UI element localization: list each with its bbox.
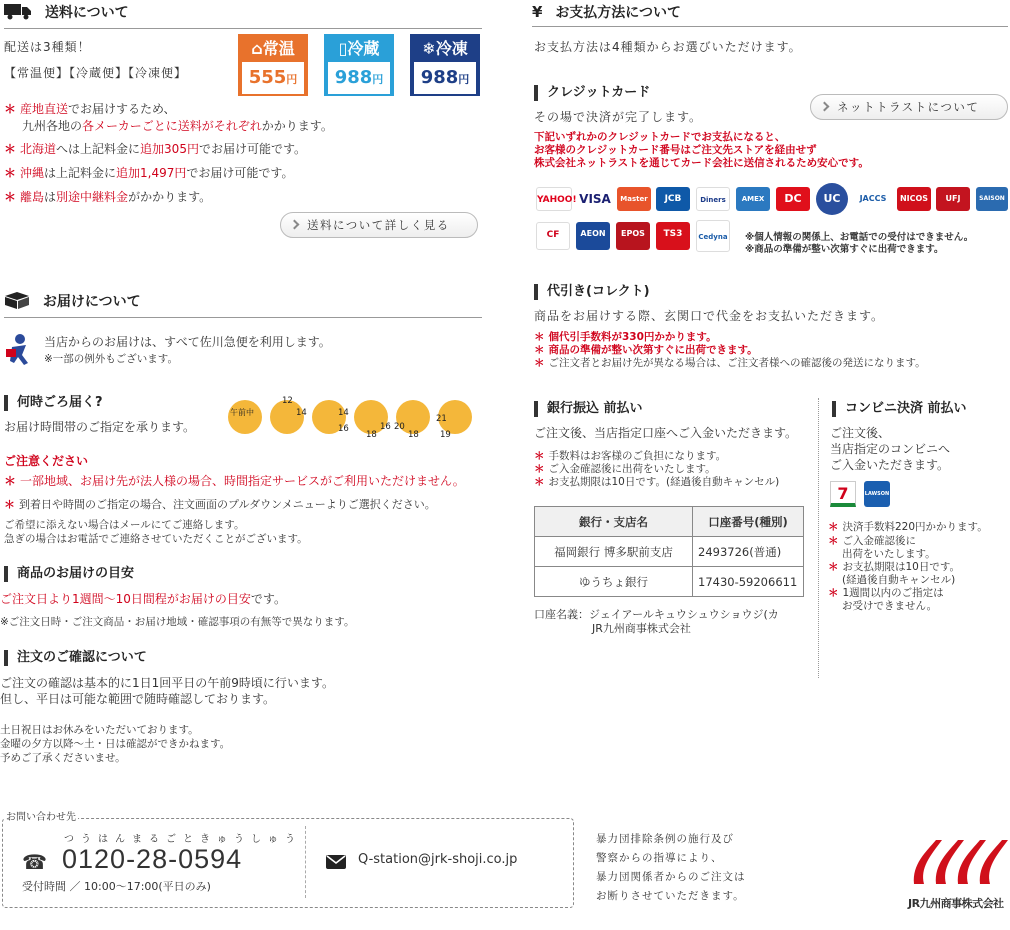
card-ts3: TS3 <box>656 222 690 250</box>
card-master: Master <box>617 187 651 211</box>
truck-icon <box>4 2 32 24</box>
holiday-a: 土日祝日はお休みをいただいております。 <box>0 724 199 736</box>
cod-note-text: 商品の準備が整い次第すぐに出荷できます。 <box>548 344 758 356</box>
contact-divider <box>305 826 306 898</box>
credit-title: クレジットカード <box>534 85 650 101</box>
notice-d: お断りさせていただきます。 <box>596 890 745 902</box>
account-name-b: JR九州商事株式会社 <box>592 622 691 635</box>
slot-start: 14 <box>338 408 349 418</box>
nettrust-button[interactable]: ネットトラストについて <box>810 94 1008 120</box>
slot-end: 20 <box>394 422 405 432</box>
caution-3b: 急ぎの場合はお電話でご連絡させていただくことがございます。 <box>4 533 308 545</box>
clock-icon <box>270 396 307 434</box>
snowflake-icon: ❄ <box>422 39 436 58</box>
bank-note-text: ご入金確認後に出荷をいたします。 <box>548 463 716 475</box>
bank-note-1 <box>534 449 726 463</box>
note-text: は上記料金に <box>44 166 117 180</box>
credit-text: その場で決済が完了します。 <box>534 110 703 124</box>
conv-note-2b: 出荷をいたします。 <box>842 548 936 560</box>
guide-em: ご注文日より1週間〜10日間程がお届けの目安 <box>0 592 251 606</box>
credit-red-a: 下記いずれかのクレジットカードでお支払になると、 <box>534 131 786 143</box>
seven-eleven-logo: 7 <box>830 481 856 507</box>
cod-title: 代引き(コレクト) <box>534 284 650 300</box>
guide-plain: です。 <box>250 592 286 606</box>
bank-no: 2493726(普通) <box>693 537 804 567</box>
shipping-types-intro: 配送は3種類！ <box>4 40 91 54</box>
delivery-intro: 当店からのお届けは、すべて佐川急便を利用します。 <box>44 335 331 349</box>
clock-icon <box>228 400 262 434</box>
note-text: へは上記料金に <box>56 142 141 156</box>
conv-note-2 <box>828 534 916 548</box>
badge-unit: 円 <box>286 73 298 86</box>
note-em: 各メーカーごとに送料がそれぞれ <box>82 119 262 133</box>
delivery-title: お届けについて <box>42 294 141 310</box>
card-jcb: JCB <box>656 187 690 211</box>
slot-end: 16 <box>338 424 349 434</box>
badge-unit: 円 <box>372 73 384 86</box>
asterisk-icon: ＊ <box>4 142 17 156</box>
bank-table <box>534 506 804 597</box>
note-em: 別途中継料金 <box>56 190 129 204</box>
note-em: 追加305円 <box>140 142 199 156</box>
cod-note-2 <box>534 343 758 357</box>
badge-price: 988 <box>334 67 373 88</box>
badge-price: 988 <box>420 67 459 88</box>
card-yahoo: YAHOO! <box>536 187 572 211</box>
asterisk-icon: ＊ <box>4 166 17 180</box>
card-cf: CF <box>536 222 570 250</box>
conv-note-text: 1週間以内のご指定は <box>842 587 944 599</box>
caution-title: ご注意ください <box>4 454 89 468</box>
caution-3a: ご希望に添えない場合はメールにてご連絡します。 <box>4 519 245 531</box>
caution-text: 到着日や時間のご指定の場合、注文画面のプルダウンメニューよりご選択ください。 <box>19 498 436 511</box>
card-saison: SAISON <box>976 187 1008 211</box>
conv-note-4 <box>828 586 944 600</box>
shipping-note-1b <box>22 117 333 136</box>
card-dc: DC <box>776 187 810 211</box>
cod-note-3 <box>534 356 926 370</box>
asterisk-icon: ＊ <box>4 474 17 488</box>
contact-email[interactable]: Q-station@jrk-shoji.co.jp <box>358 852 518 867</box>
guide-note: ※ご注文日時・ご注文商品・お届け地域・確認事項の有無等で異なります。 <box>0 616 355 628</box>
bank-header-name: 銀行・支店名 <box>535 507 693 537</box>
card-cedyna: Cedyna <box>696 220 730 252</box>
table-row <box>535 537 804 567</box>
guide-title: 商品のお届けの目安 <box>4 566 134 582</box>
holiday-b: 金曜の夕方以降〜土・日は確認ができかねます。 <box>0 738 231 750</box>
when-title: 何時ごろ届く? <box>4 395 103 411</box>
card-jaccs: JACCS <box>854 187 892 211</box>
badge-label: 冷蔵 <box>347 39 380 58</box>
time-slots <box>228 398 483 438</box>
column-divider <box>818 398 819 678</box>
shipping-more-button[interactable]: 送料について詳しく見る <box>280 212 478 238</box>
asterisk-icon: ＊ <box>534 450 545 462</box>
confirm-text-b: 但し、平日は可能な範囲で随時確認しております。 <box>0 692 276 706</box>
shipping-note-2 <box>4 140 306 159</box>
conv-text-a: ご注文後、 <box>830 426 891 440</box>
contact-hours: 受付時間 ／ 10:00〜17:00(平日のみ) <box>22 880 211 893</box>
delivery-intro-note: ※一部の例外もございます。 <box>44 353 178 365</box>
company-logo <box>906 834 1010 892</box>
shipping-types: 【常温便】【冷蔵便】【冷凍便】 <box>4 66 188 80</box>
holiday-c: 予めご了承くださいませ。 <box>0 752 126 764</box>
card-nicos: NICOS <box>897 187 931 211</box>
phone-ruby: つうはんまるごときゅうしゅう <box>64 834 302 845</box>
conv-note-1 <box>828 520 988 534</box>
badge-frozen <box>410 34 480 96</box>
note-text: かかります。 <box>261 119 333 133</box>
bank-name: 福岡銀行 博多駅前支店 <box>535 537 693 567</box>
table-row <box>535 567 804 597</box>
card-note-b: ※商品の準備が整い次第すぐに出荷できます。 <box>745 244 944 255</box>
clock-icon <box>436 400 472 440</box>
lawson-logo: LAWSON <box>864 481 890 507</box>
account-name-a: 口座名義：ジェイアールキュウシュウショウジ(カ <box>534 608 779 621</box>
conv-note-3 <box>828 560 960 574</box>
note-em: 離島 <box>20 190 45 204</box>
badge-chilled <box>324 34 394 96</box>
asterisk-icon: ＊ <box>4 498 15 511</box>
asterisk-icon: ＊ <box>828 587 839 599</box>
note-text: 九州各地の <box>22 119 83 133</box>
bank-table-header <box>535 507 804 537</box>
notice-a: 暴力団排除条例の施行及び <box>596 833 734 845</box>
cod-note-1 <box>534 330 717 344</box>
badge-label: 冷凍 <box>435 39 468 58</box>
delivery-section-header <box>4 291 482 318</box>
asterisk-icon: ＊ <box>828 521 839 533</box>
house-icon: ⌂ <box>251 39 263 58</box>
bank-title: 銀行振込 前払い <box>534 401 643 417</box>
asterisk-icon: ＊ <box>828 535 839 547</box>
phone-icon: ☎ <box>22 850 47 874</box>
slot-end: 14 <box>296 408 307 418</box>
clock-icon <box>394 400 430 440</box>
confirm-title: 注文のご確認について <box>4 650 147 666</box>
card-aeon: AEON <box>576 222 610 250</box>
bank-no: 17430-59206611 <box>693 567 804 597</box>
note-em: 北海道 <box>20 142 57 156</box>
note-text: は <box>44 190 57 204</box>
payment-title: お支払方法について <box>555 5 682 21</box>
asterisk-icon: ＊ <box>534 357 545 369</box>
asterisk-icon: ＊ <box>534 463 545 475</box>
shipping-note-3 <box>4 164 293 183</box>
guide-text <box>0 590 286 609</box>
conv-note-text: ご入金確認後に <box>842 535 916 547</box>
clock-icon <box>312 400 349 434</box>
badge-price: 555 <box>248 67 287 88</box>
badge-unit: 円 <box>458 73 470 86</box>
card-uc: UC <box>816 183 848 215</box>
conv-title: コンビニ決済 前払い <box>832 401 967 417</box>
yen-icon: ¥ <box>532 3 543 21</box>
conv-note-text: 決済手数料220円かかります。 <box>842 521 988 533</box>
shipping-section-header <box>4 2 482 29</box>
contact-label: お問い合わせ先 <box>6 812 76 823</box>
bank-note-text: 手数料はお客様のご負担になります。 <box>548 450 727 462</box>
note-text: でお届け可能です。 <box>198 142 306 156</box>
caution-2 <box>4 495 436 514</box>
card-amex: AMEX <box>736 187 770 211</box>
credit-red-c: 株式会社ネットラストを通じてカード会社に送信されるため安心です。 <box>534 157 869 169</box>
slot-start: 18 <box>408 430 419 440</box>
slot-start: 16 <box>380 422 391 432</box>
slot-end: 18 <box>366 430 377 440</box>
conv-text-b: 当店指定のコンビニへ <box>830 442 951 456</box>
note-text: がかかります。 <box>128 190 212 204</box>
slot-end: 21 <box>436 414 447 424</box>
conv-text-c: ご入金いただきます。 <box>830 458 950 472</box>
confirm-text-a: ご注文の確認は基本的に1日1回平日の午前9時頃に行います。 <box>0 676 334 690</box>
shipping-title: 送料について <box>44 5 129 21</box>
note-em: 追加1,497円 <box>116 166 187 180</box>
company-name: JR九州商事株式会社 <box>908 897 1004 910</box>
when-text: お届け時間帯のご指定を承ります。 <box>4 420 196 434</box>
clock-icon <box>354 400 391 440</box>
payment-section-header <box>532 2 1008 27</box>
asterisk-icon: ＊ <box>534 331 545 343</box>
note-text: でお届けするため、 <box>68 102 176 116</box>
conv-note-3b: (経過後自動キャンセル) <box>842 574 956 586</box>
conv-note-text: お支払期限は10日です。 <box>842 561 961 573</box>
notice-c: 暴力団関係者からのご注文は <box>596 871 746 883</box>
notice-b: 警察からの指導により、 <box>596 852 723 864</box>
shipping-note-4 <box>4 188 211 207</box>
card-note-a: ※個人情報の関係上、お電話での受付はできません。 <box>745 232 974 243</box>
badge-room-temp <box>238 34 308 96</box>
conv-note-4b: お受けできません。 <box>842 600 938 612</box>
card-visa: VISA <box>577 187 613 211</box>
caution-1 <box>4 472 465 491</box>
asterisk-icon: ＊ <box>534 344 545 356</box>
cod-text: 商品をお届けする際、玄関口で代金をお支払いただきます。 <box>534 309 885 323</box>
bank-header-no: 口座番号(種別) <box>693 507 804 537</box>
note-text: でお届け可能です。 <box>186 166 294 180</box>
phone-number[interactable]: 0120-28-0594 <box>62 844 243 874</box>
note-em: 産地直送 <box>20 102 69 116</box>
bank-note-2 <box>534 462 716 476</box>
bank-text: ご注文後、当店指定口座へご入金いただきます。 <box>534 426 798 440</box>
fridge-icon: ▯ <box>338 39 348 58</box>
caution-text: 一部地域、お届け先が法人様の場合、時間指定サービスがご利用いただけません。 <box>20 474 465 488</box>
asterisk-icon: ＊ <box>828 561 839 573</box>
asterisk-icon: ＊ <box>4 102 17 116</box>
payment-intro: お支払方法は4種類からお選びいただけます。 <box>534 40 802 54</box>
courier-icon <box>4 333 34 367</box>
mail-icon <box>326 855 346 869</box>
asterisk-icon: ＊ <box>4 190 17 204</box>
card-ufj: UFJ <box>936 187 970 211</box>
note-em: 沖縄 <box>20 166 45 180</box>
slot-start: 19 <box>440 430 451 440</box>
asterisk-icon: ＊ <box>534 476 545 488</box>
bank-note-text: お支払期限は10日です。(経過後自動キャンセル) <box>548 476 780 488</box>
slot-start: 午前中 <box>230 408 254 417</box>
card-diners: Diners <box>696 187 730 211</box>
slot-start: 12 <box>282 396 293 406</box>
bank-note-3 <box>534 475 779 489</box>
credit-red-b: お客様のクレジットカード番号はご注文先ストアを経由せず <box>534 144 817 156</box>
bank-name: ゆうちょ銀行 <box>535 567 693 597</box>
cod-note-text: 個代引手数料が330円かかります。 <box>548 331 717 343</box>
card-epos: EPOS <box>616 222 650 250</box>
badge-label: 常温 <box>262 39 295 58</box>
cod-note-text: ご注文者とお届け先が異なる場合は、ご注文者様への確認後の発送になります。 <box>548 357 926 369</box>
box-icon <box>4 291 30 313</box>
